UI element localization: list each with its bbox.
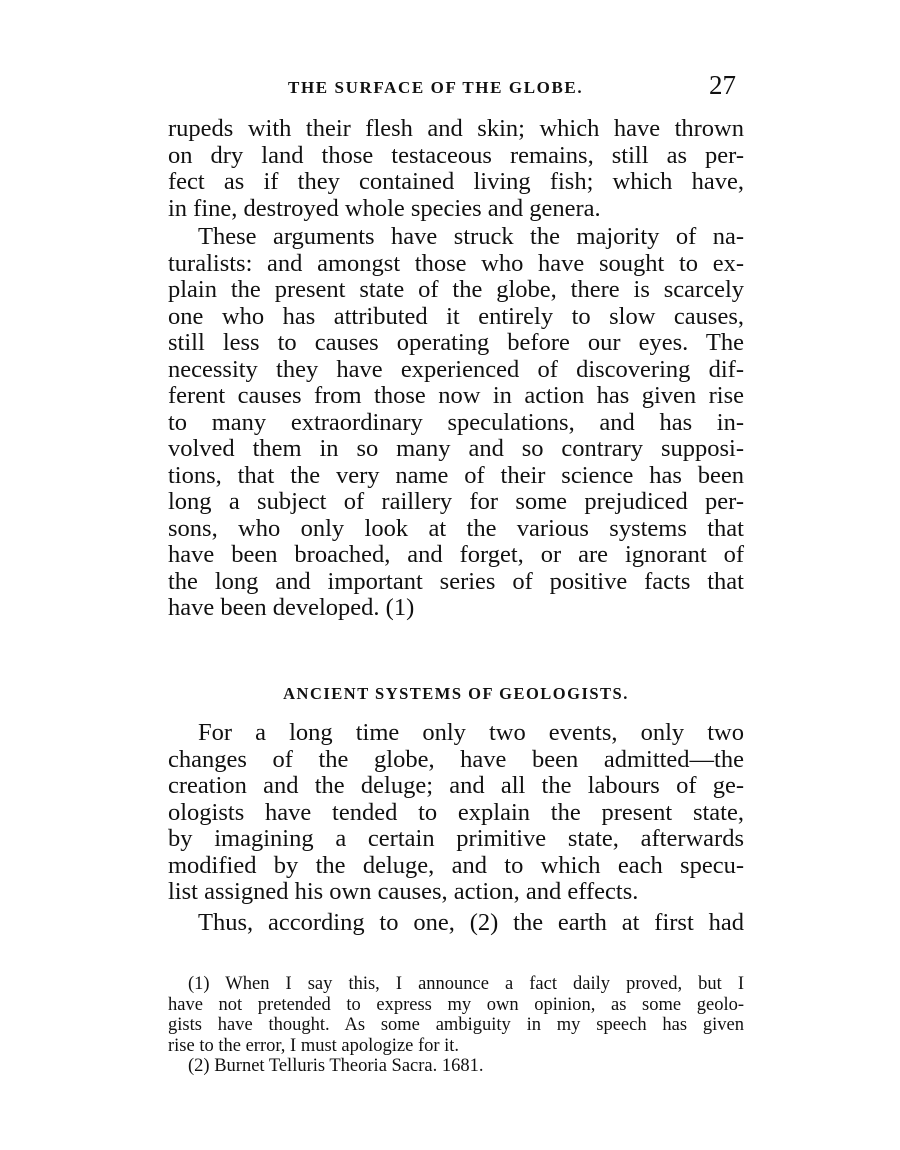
text-line: long a subject of raillery for some prejudiced per- <box>168 488 744 515</box>
footnote-line: (2) Burnet Telluris Theoria Sacra. 1681. <box>188 1056 484 1076</box>
paragraph-arguments <box>168 224 744 622</box>
footnote-line: (1) When I say this, I announce a fact daily proved, but I <box>188 974 744 994</box>
paragraph-thus <box>168 910 744 937</box>
text-line: have been broached, and forget, or are ignorant of <box>168 541 744 568</box>
text-line: turalists: and amongst those who have sought to ex- <box>168 249 744 277</box>
text-line: to many extraordinary speculations, and has in- <box>168 408 744 436</box>
text-line: changes of the globe, have been admitted—the <box>168 745 744 773</box>
text-line: ferent causes from those now in action has given rise <box>168 382 744 409</box>
text-line: Thus, according to one, (2) the earth at first had <box>198 909 744 936</box>
text-line: list assigned his own causes, action, and effects. <box>168 878 639 905</box>
text-line: tions, that the very name of their science has been <box>168 461 744 489</box>
text-line: These arguments have struck the majority of na- <box>198 223 744 250</box>
footnote-line: have not pretended to express my own opinion, as some geolo- <box>168 994 744 1015</box>
page-number: 27 <box>709 70 736 100</box>
text-line: creation and the deluge; and all the labours of ge- <box>168 772 744 799</box>
text-line: by imagining a certain primitive state, afterwards <box>168 825 744 852</box>
text-line: ologists have tended to explain the present state, <box>168 798 744 826</box>
text-line: modified by the deluge, and to which each specu- <box>168 851 744 879</box>
text-line: plain the present state of the globe, there is scarcely <box>168 276 744 303</box>
text-line: still less to causes operating before our eyes. The <box>168 329 744 356</box>
paragraph-continuation <box>168 116 744 222</box>
paragraph-ancient-systems <box>168 720 744 906</box>
footnote-line: gists have thought. As some ambiguity in my speech has given <box>168 1015 744 1035</box>
text-line: in fine, destroyed whole species and genera. <box>168 194 601 222</box>
running-head <box>168 70 740 104</box>
text-line: one who has attributed it entirely to slow causes, <box>168 302 744 330</box>
text-line: have been developed. (1) <box>168 594 415 621</box>
section-heading: ANCIENT SYSTEMS OF GEOLOGISTS. <box>283 684 629 703</box>
text-line: the long and important series of positive facts that <box>168 567 744 595</box>
footnote-1 <box>168 974 744 1056</box>
text-line: necessity they have experienced of discovering dif- <box>168 355 744 383</box>
footnotes <box>168 974 744 1077</box>
text-line: For a long time only two events, only two <box>198 719 744 746</box>
text-line: sons, who only look at the various systems that <box>168 514 744 542</box>
footnote-2 <box>168 1056 744 1077</box>
text-line: on dry land those testaceous remains, still as per- <box>168 141 744 169</box>
text-line: rupeds with their flesh and skin; which have thrown <box>168 115 744 142</box>
text-line: volved them in so many and so contrary supposi- <box>168 435 744 462</box>
text-line: fect as if they contained living fish; which have, <box>168 168 744 195</box>
footnote-line: rise to the error, I must apologize for it. <box>168 1035 460 1056</box>
running-title: THE SURFACE OF THE GLOBE. <box>288 78 584 97</box>
